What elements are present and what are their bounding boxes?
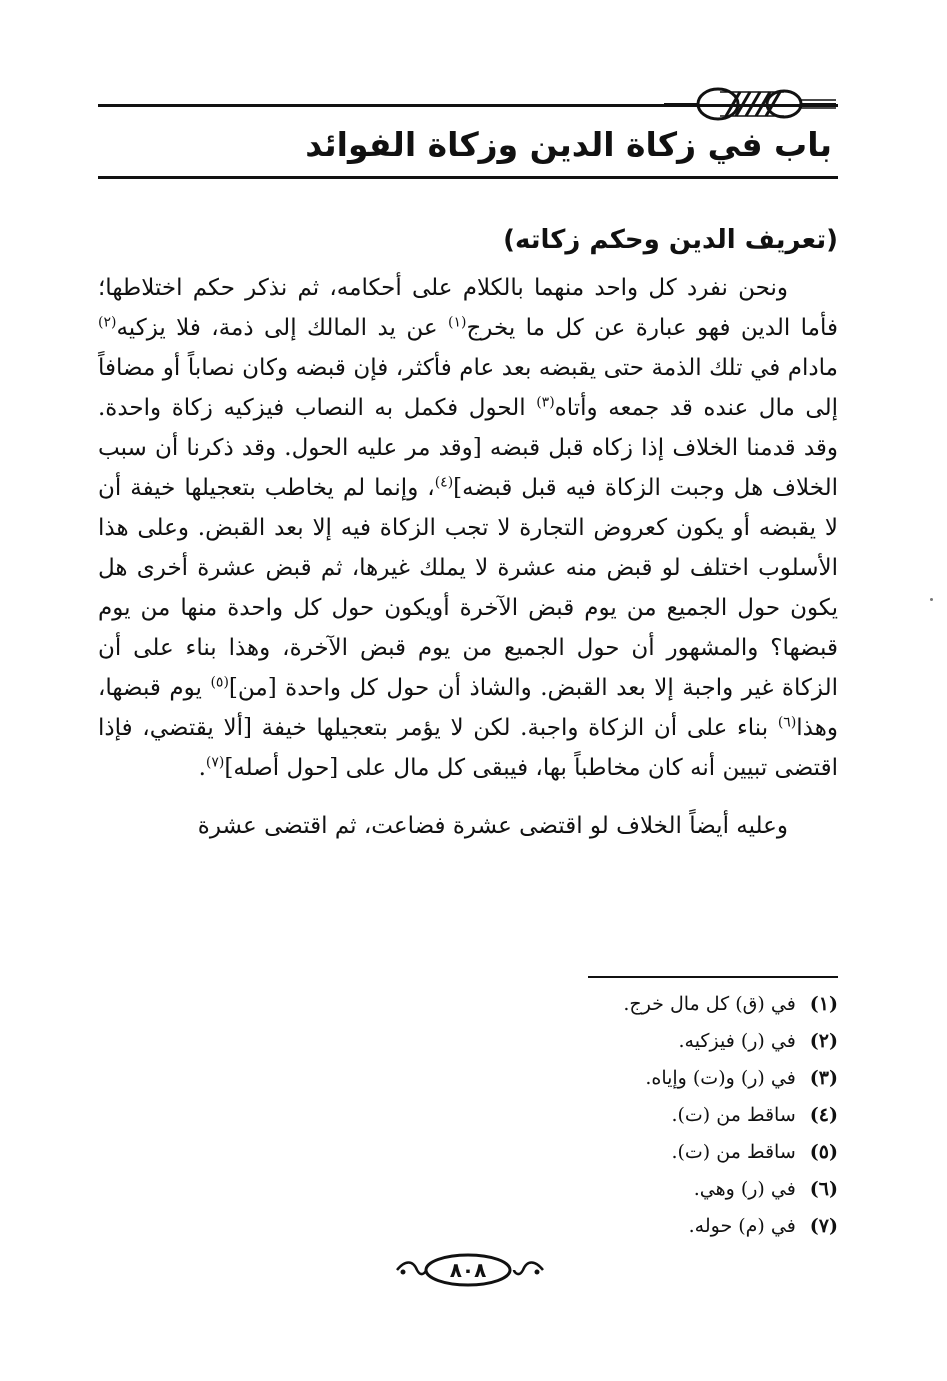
- footnote-item: [98, 1134, 838, 1171]
- footnote-text: ساقط من (ت).: [671, 1104, 796, 1126]
- footnote-separator: [588, 976, 838, 978]
- text-segment: ، وإنما لم يخاطب بتعجيلها خيفة أن لا يقبضه أو يكون كعروض التجارة لا تجب الزكاة فيه إلا بعد القبض. وعلى هذا الأسلوب اختلف لو قبض منه عشرة لا يملك غيرها، ثم قبض عشرة أخرى هل يكون حول الجميع من يوم قبض الآخرة أويكون حول كل واحدة منها من يوم قبضها؟ والمشهور أن حول الجميع من يوم قبض الآخرة، وهذا بناء على أن الزكاة غير واجبة إلا بعد القبض. والشاذ أن حول كل واحدة [من]: [98, 475, 839, 701]
- main-text: [98, 268, 838, 846]
- footnote-marker-7: (٧): [205, 754, 225, 771]
- section-heading: (تعريف الدين وحكم زكاته): [503, 225, 838, 255]
- text-segment: ونحن نفرد كل واحد منهما بالكلام على أحكامه، ثم نذكر حكم اختلاطها؛ فأما الدين فهو عبارة عن كل ما يخرج: [98, 275, 838, 341]
- footnote-marker-3: (٣): [536, 394, 555, 411]
- footnote-marker-2: (٢): [98, 314, 117, 331]
- header-top-rule: [98, 104, 838, 107]
- footnote-marker-6: (٦): [777, 714, 797, 731]
- footnote-number: (٧): [809, 1215, 838, 1237]
- footnote-text: في (ر) وهي.: [693, 1178, 796, 1200]
- footnote-number: (٦): [809, 1178, 838, 1200]
- footnote-item: [98, 1097, 838, 1134]
- footnote-marker-4: (٤): [434, 474, 454, 491]
- footnote-item: [98, 1023, 838, 1060]
- footnote-text: في (ر) فيزكيه.: [678, 1030, 796, 1052]
- chapter-title: باب في زكاة الدين وزكاة الفوائد: [305, 125, 832, 164]
- footnote-number: (٥): [809, 1141, 838, 1163]
- footnote-item: [98, 986, 838, 1023]
- text-segment: مادام في تلك الذمة حتى يقبضه بعد عام فأكثر، فإن قبضه وكان نصاباً أو مضافاً إلى مال عنده قد جمعه وأتاه: [98, 355, 838, 421]
- page-number-ornament: [395, 1250, 545, 1290]
- footnotes-list: [98, 986, 838, 1245]
- footnote-text: في (ق) كل مال خرج.: [623, 993, 796, 1015]
- footnote-text: في (ر) و(ت) وإياه.: [645, 1067, 796, 1089]
- footnote-text: ساقط من (ت).: [671, 1141, 796, 1163]
- text-segment: .: [198, 755, 206, 781]
- text-segment: بناء على أن الزكاة واجبة. لكن لا يؤمر بتعجيلها خيفة [ألا يقتضي، فإذا اقتضى تبيين أنه كان مخاطباً بها، فيبقى كل مال على [حول أصله]: [98, 715, 838, 781]
- text-segment: يوم قبضها، وهذا: [98, 675, 838, 741]
- footnote-marker-1: (١): [447, 314, 467, 331]
- text-segment: عن يد المالك إلى ذمة، فلا يزكيه: [116, 315, 448, 341]
- footnote-number: (٢): [809, 1030, 838, 1052]
- text-segment: الحول فكمل به النصاب فيزكيه زكاة واحدة. وقد قدمنا الخلاف إذا زكاه قبل قبضه [وقد مر عليه الحول. وقد ذكرنا أن سبب الخلاف هل وجبت الزكاة فيه قبل قبضه]: [98, 395, 838, 501]
- page-speck: [930, 598, 933, 601]
- footnote-text: في (م) حوله.: [688, 1215, 796, 1237]
- footnote-number: (٤): [809, 1104, 838, 1126]
- footnote-item: [98, 1060, 838, 1097]
- footnote-item: [98, 1171, 838, 1208]
- footnote-item: [98, 1208, 838, 1245]
- footnote-marker-5: (٥): [210, 674, 229, 691]
- footnote-number: (١): [809, 993, 838, 1015]
- paragraph-2: وعليه أيضاً الخلاف لو اقتضى عشرة فضاعت، ثم اقتضى عشرة: [197, 813, 788, 839]
- header-bottom-rule: [98, 176, 838, 179]
- paragraph-1: [98, 268, 838, 788]
- footnote-number: (٣): [809, 1067, 838, 1089]
- page-number: ٨٠٨: [449, 1258, 487, 1282]
